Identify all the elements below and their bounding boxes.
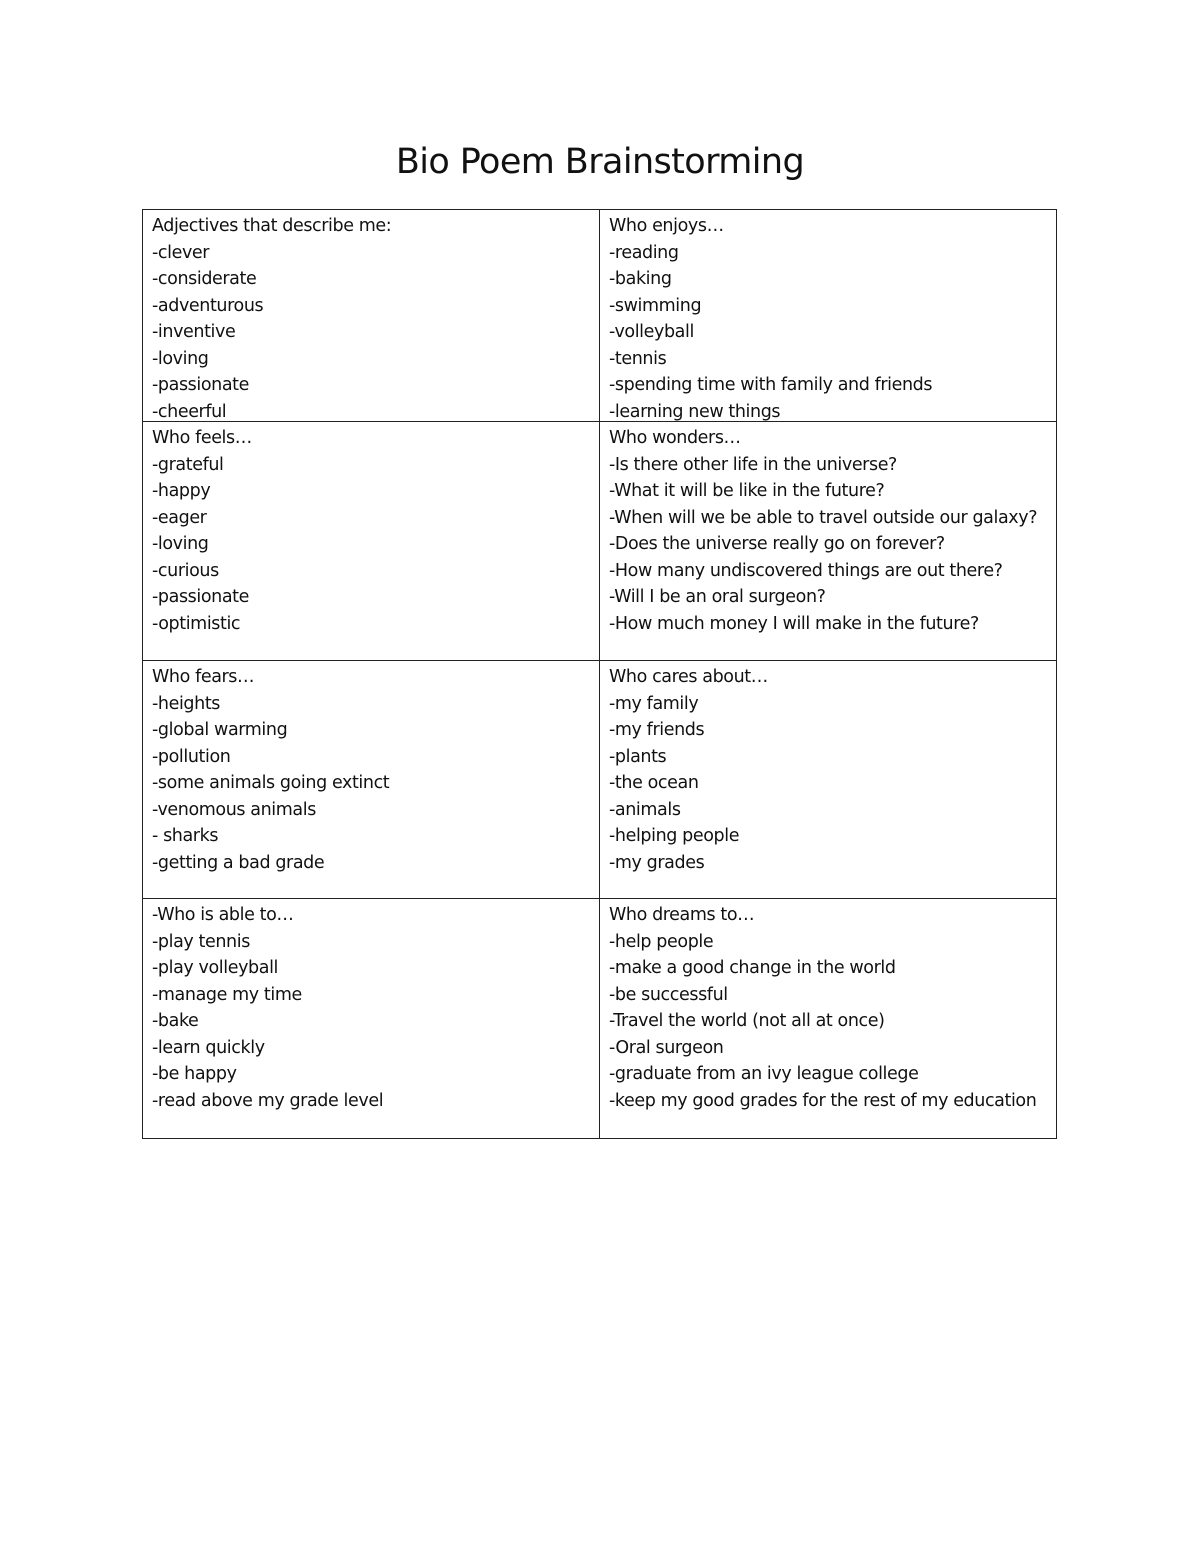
cell-feels: [142, 422, 599, 661]
cell-heading: Who enjoys…: [609, 216, 724, 236]
list-item: -loving: [152, 534, 209, 554]
cell-adjectives: [142, 210, 599, 422]
list-item: -reading: [609, 242, 679, 263]
list-item: -tennis: [609, 348, 667, 369]
list-item: -play tennis: [152, 931, 250, 952]
list-item: -How many undiscovered things are out there?: [609, 560, 1003, 581]
list-item: -my grades: [609, 852, 705, 873]
list-item: -bake: [152, 1011, 199, 1031]
cell-heading: Who cares about…: [609, 667, 768, 687]
cell-heading: -Who is able to…: [152, 905, 294, 925]
list-item: -Travel the world (not all at once): [609, 1011, 885, 1031]
list-item: -read above my grade level: [152, 1090, 384, 1111]
list-item: -baking: [609, 269, 672, 289]
list-item: -learn quickly: [152, 1037, 265, 1058]
list-item: -helping people: [609, 826, 740, 846]
list-item: -eager: [152, 507, 207, 528]
list-item: -global warming: [152, 720, 288, 740]
list-item: -my family: [609, 693, 699, 714]
cell-heading: Who dreams to…: [609, 905, 755, 925]
list-item: -When will we be able to travel outside our galaxy?: [609, 507, 1038, 528]
list-item: -happy: [152, 481, 211, 501]
list-item: -Will I be an oral surgeon?: [609, 587, 826, 607]
list-item: -some animals going extinct: [152, 773, 390, 793]
list-item: -be successful: [609, 984, 728, 1005]
list-item: -adventurous: [152, 295, 264, 316]
list-item: -be happy: [152, 1064, 237, 1084]
list-item: -inventive: [152, 322, 236, 342]
list-item: -pollution: [152, 746, 231, 767]
list-item: -help people: [609, 931, 714, 952]
list-item: -keep my good grades for the rest of my education: [609, 1090, 1037, 1111]
cell-heading: Adjectives that describe me:: [152, 216, 392, 236]
list-item: -clever: [152, 242, 210, 263]
list-item: -passionate: [152, 587, 249, 607]
list-item: -passionate: [152, 375, 249, 395]
list-item: -Is there other life in the universe?: [609, 454, 897, 475]
cell-able-to: [142, 899, 599, 1138]
list-item: -optimistic: [152, 613, 241, 634]
list-item: -loving: [152, 348, 209, 369]
list-item: -play volleyball: [152, 958, 278, 978]
list-item: -my friends: [609, 720, 705, 740]
list-item: -venomous animals: [152, 799, 316, 820]
list-item: -grateful: [152, 454, 224, 475]
cell-fears: [142, 661, 599, 899]
list-item: -spending time with family and friends: [609, 375, 933, 395]
list-item: -plants: [609, 746, 667, 767]
list-item: -learning new things: [609, 401, 781, 422]
cell-wonders: [599, 422, 1057, 661]
list-item: -cheerful: [152, 401, 227, 422]
list-item: -heights: [152, 693, 221, 714]
page-title: Bio Poem Brainstorming: [395, 142, 805, 182]
list-item: -make a good change in the world: [609, 958, 896, 978]
cell-dreams-to: [599, 899, 1057, 1138]
list-item: -considerate: [152, 269, 257, 289]
list-item: -getting a bad grade: [152, 852, 325, 873]
cell-cares-about: [599, 661, 1057, 899]
list-item: -the ocean: [609, 773, 699, 793]
list-item: -volleyball: [609, 322, 694, 342]
brainstorm-table: [142, 209, 1057, 1139]
list-item: -animals: [609, 799, 681, 820]
list-item: -Oral surgeon: [609, 1037, 724, 1058]
list-item: -swimming: [609, 295, 702, 316]
list-item: -curious: [152, 560, 219, 581]
list-item: -graduate from an ivy league college: [609, 1064, 919, 1084]
cell-enjoys: [599, 210, 1057, 422]
list-item: -How much money I will make in the future?: [609, 613, 979, 634]
cell-heading: Who fears…: [152, 667, 255, 687]
cell-heading: Who wonders…: [609, 428, 741, 448]
list-item: -Does the universe really go on forever?: [609, 534, 945, 554]
list-item: -manage my time: [152, 984, 302, 1005]
cell-heading: Who feels…: [152, 428, 252, 448]
list-item: - sharks: [152, 826, 219, 846]
list-item: -What it will be like in the future?: [609, 481, 885, 501]
